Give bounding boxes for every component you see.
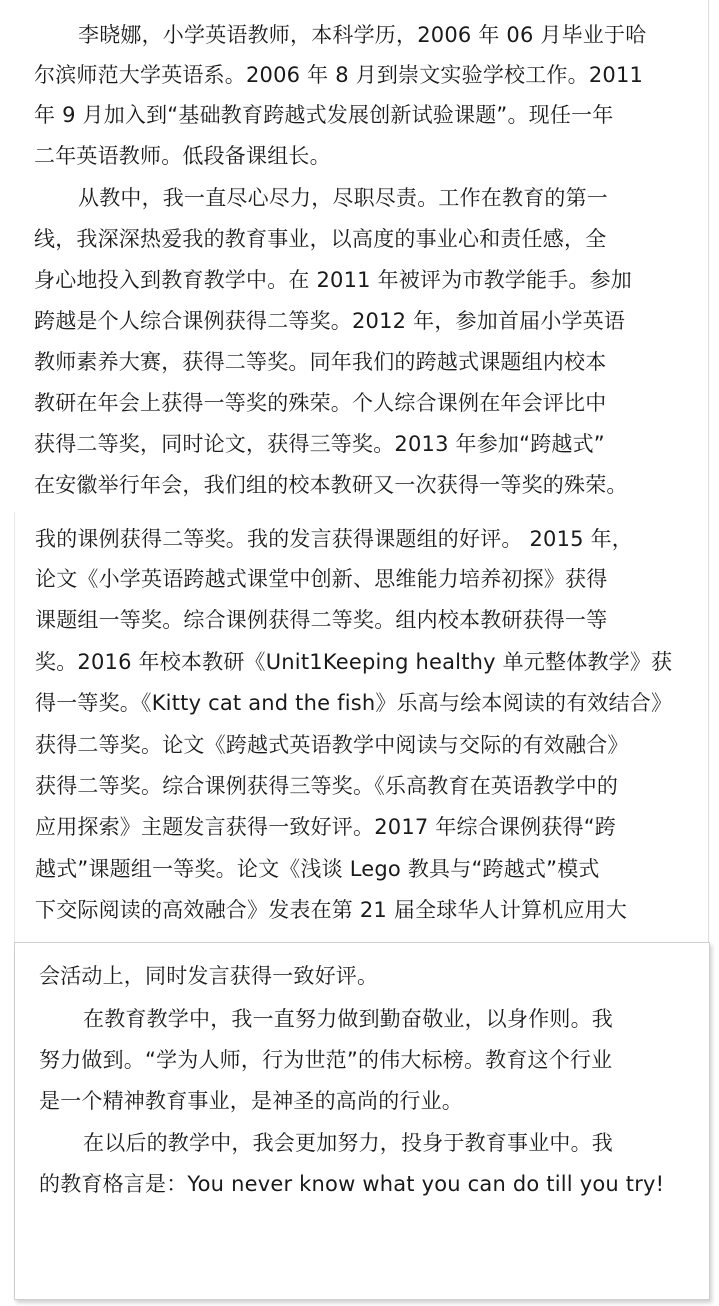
paragraph-2-line-6: 教研在年会上获得一等奖的殊荣。个人综合课例在年会评比中 <box>34 391 607 415</box>
paragraph-1-line-2: 尔滨师范大学英语系。2006 年 8 月到崇文实验学校工作。2011 <box>34 63 644 87</box>
paragraph-2-line-15: 获得二等奖。综合课例获得三等奖。《乐高教育在英语教学中的 <box>35 774 619 798</box>
paragraph-2-line-11: 课题组一等奖。综合课例获得二等奖。组内校本教研获得一等 <box>35 608 608 632</box>
paragraph-2-line-16: 应用探索》主题发言获得一致好评。2017 年综合课例获得“跨 <box>35 815 616 839</box>
paragraph-2-line-8: 在安徽举行年会，我们组的校本教研又一次获得一等奖的殊荣。 <box>34 473 628 497</box>
paragraph-4-line-1: 在以后的教学中，我会更加努力，投身于教育事业中。我 <box>83 1131 613 1155</box>
document-panel-3 <box>14 942 710 1300</box>
paragraph-1-line-3: 年 9 月加入到“基础教育跨越式发展创新试验课题”。现任一年 <box>34 103 614 127</box>
paragraph-3-line-2: 努力做到。“学为人师，行为世范”的伟大标榜。教育这个行业 <box>39 1048 613 1072</box>
paragraph-2-line-18: 下交际阅读的高效融合》发表在第 21 届全球华人计算机应用大 <box>35 898 628 922</box>
paragraph-2-line-7: 获得二等奖，同时论文，获得三等奖。2013 年参加“跨越式” <box>34 432 605 456</box>
paragraph-2-line-5: 教师素养大赛，获得二等奖。同年我们的跨越式课题组内校本 <box>34 350 607 374</box>
paragraph-2-line-3: 身心地投入到教育教学中。在 2011 年被评为市教学能手。参加 <box>34 268 632 292</box>
paragraph-2-line-17: 越式”课题组一等奖。论文《浅谈 Lego 教具与“跨越式”模式 <box>35 857 600 881</box>
paragraph-3-line-3: 是一个精神教育事业，是神圣的高尚的行业。 <box>39 1089 463 1113</box>
paragraph-2-line-12: 奖。2016 年校本教研《Unit1Keeping healthy 单元整体教学》获 <box>35 650 673 674</box>
paragraph-2-line-19: 会活动上，同时发言获得一致好评。 <box>39 964 379 988</box>
paragraph-2-line-14: 获得二等奖。论文《跨越式英语教学中阅读与交际的有效融合》 <box>35 733 629 757</box>
document-panel-1 <box>14 0 707 510</box>
paragraph-1-line-4: 二年英语教师。低段备课组长。 <box>34 144 331 168</box>
document-panel-2 <box>14 512 708 945</box>
paragraph-3-line-1: 在教育教学中，我一直努力做到勤奋敬业，以身作则。我 <box>83 1007 613 1031</box>
paragraph-1-line-1: 李晓娜，小学英语教师，本科学历，2006 年 06 月毕业于哈 <box>78 23 647 47</box>
paragraph-2-line-9: 我的课例获得二等奖。我的发言获得课题组的好评。 2015 年， <box>35 527 633 551</box>
paragraph-4-line-2: 的教育格言是：You never know what you can do till you try! <box>39 1172 665 1196</box>
paragraph-2-line-13: 得一等奖。《Kitty cat and the fish》乐高与绘本阅读的有效结合》 <box>35 691 673 715</box>
paragraph-2-line-1: 从教中，我一直尽心尽力，尽职尽责。工作在教育的第一 <box>78 186 608 210</box>
paragraph-2-line-10: 论文《小学英语跨越式课堂中创新、思维能力培养初探》获得 <box>35 567 608 591</box>
paragraph-2-line-2: 线，我深深热爱我的教育事业，以高度的事业心和责任感，全 <box>34 227 607 251</box>
paragraph-2-line-4: 跨越是个人综合课例获得二等奖。2012 年，参加首届小学英语 <box>34 309 626 333</box>
